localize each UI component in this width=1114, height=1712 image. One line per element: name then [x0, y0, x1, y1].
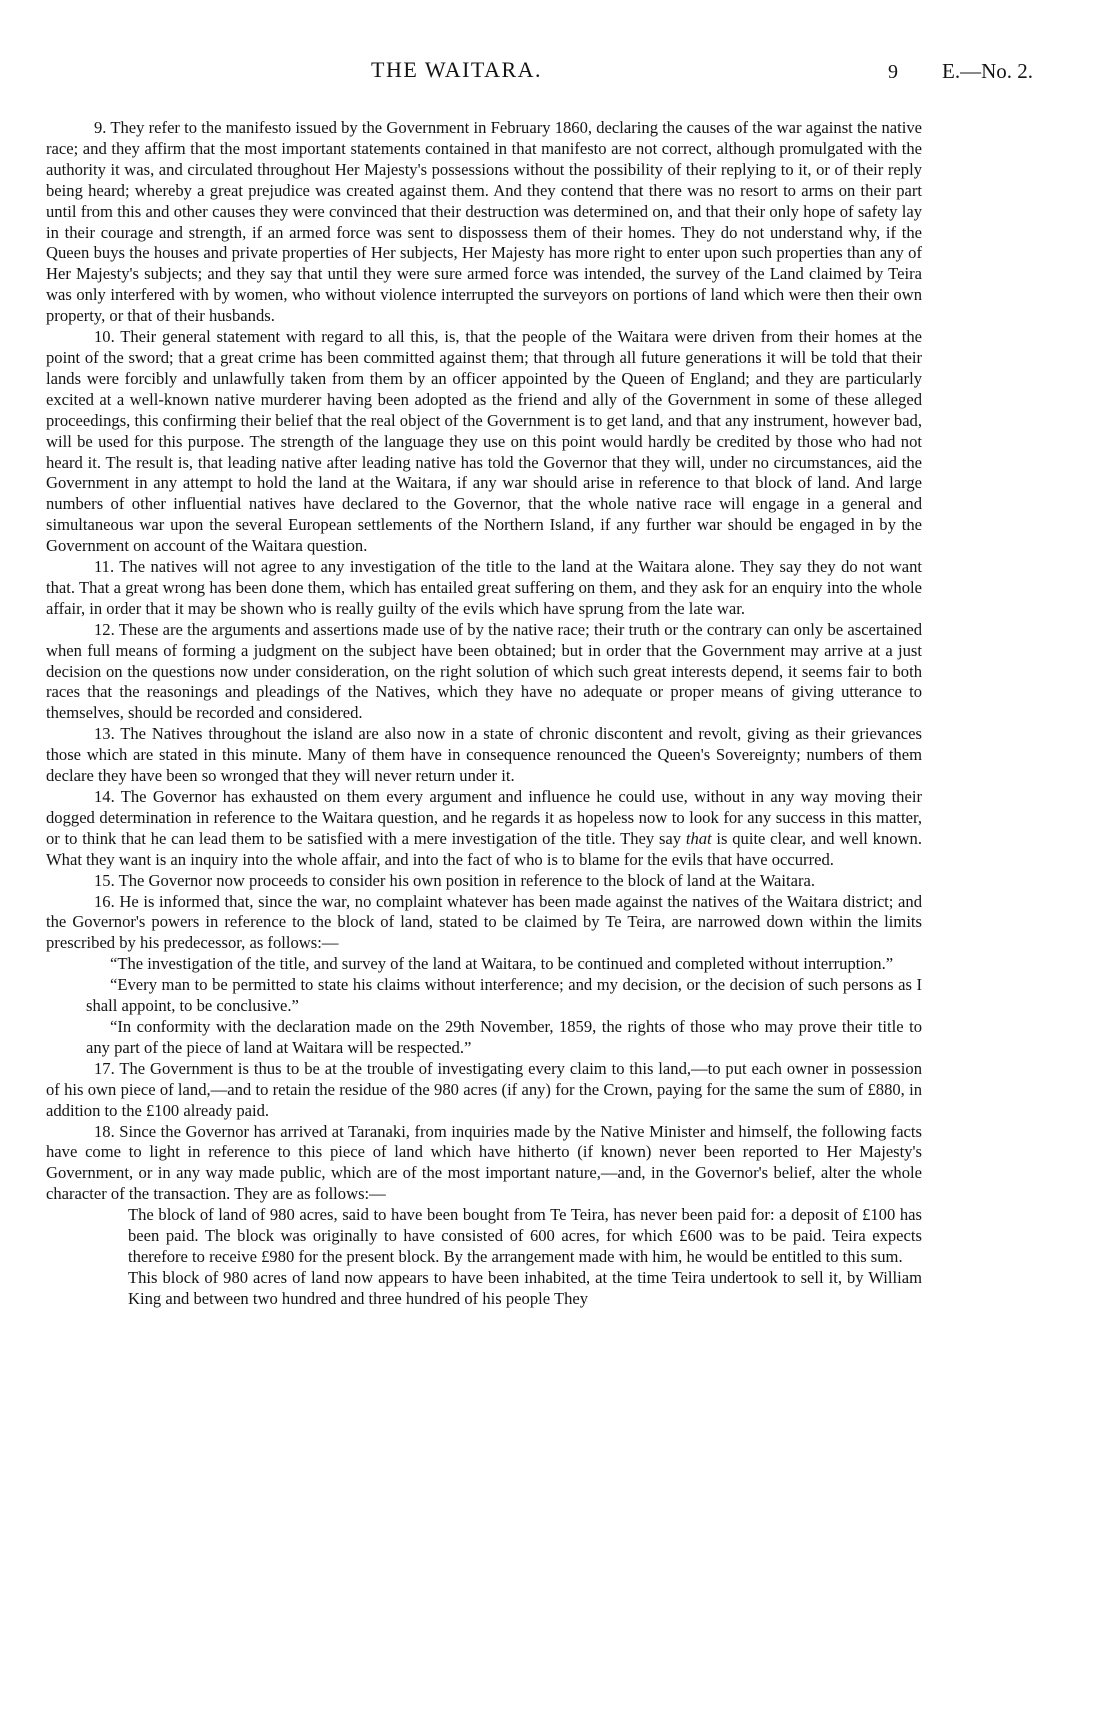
quotations: [46, 954, 922, 1059]
paragraph-14-text-a: 14. The Governor has exhausted on them every argument and influence he could use, without in any way moving their dogged determination in reference to the Waitara question, and he regards it as hopeless now to look for any success in this matter, or to think that he can lead them to be satisfied with a mere investigation of the title. They say: [46, 787, 922, 848]
page-number: 9: [888, 61, 898, 83]
paragraph-17: 17. The Government is thus to be at the trouble of investigating every claim to this land,—to put each owner in possession of his own piece of land,—and to retain the residue of the 980 acres (if any) for the Crown, paying for the same the sum of £880, in addition to the £100 already paid.: [46, 1058, 922, 1120]
paragraph-13: 13. The Natives throughout the island are also now in a state of chronic discontent and revolt, giving as their grievances those which are stated in this minute. Many of them have in consequence renounced the Queen's Sovereignty; numbers of them declare they have been so wronged that they will never return under it.: [46, 724, 922, 786]
paragraph-18: 18. Since the Governor has arrived at Taranaki, from inquiries made by the Native Minister and himself, the following facts have come to light in reference to this piece of land which have hitherto (if known) never been reported to Her Majesty's Government, or in any way made public, which are of the most important nature,—and, in the Governor's belief, alter the whole character of the transaction. They are as follows:—: [46, 1121, 922, 1204]
paragraph-14-emphasis: that: [685, 828, 712, 848]
page-header: [46, 0, 1033, 83]
document-page: [46, 0, 1033, 1712]
page-title: THE WAITARA.: [371, 57, 543, 82]
paragraph-12: 12. These are the arguments and assertions made use of by the native race; their truth or the contrary can only be ascertained when full means of forming a judgment on the subject have been obtained; but in order that the Government may arrive at a just decision on the questions now under consideration, on the right solution of which such great interests depend, it seems fair to both races that the reasonings and pleadings of the Natives, which they have no adequate or proper means of giving utterance to themselves, should be recorded and considered.: [46, 619, 922, 723]
paragraph-11: 11. The natives will not agree to any investigation of the title to the land at the Waitara alone. They say they do not want that. That a great wrong has been done them, which has entailed great suffering on them, and they ask for an enquiry into the whole affair, in order that it may be shown who is really guilty of the evils which have sprung from the late war.: [46, 557, 922, 618]
facts-list: [46, 1205, 922, 1310]
fact-2: This block of 980 acres of land now appears to have been inhabited, at the time Teira undertook to sell it, by William King and between two hundred and three hundred of his people They: [128, 1267, 922, 1308]
paragraph-9: 9. They refer to the manifesto issued by the Government in February 1860, declaring the causes of the war against the native race; and they affirm that the most important statements contained in that manifesto are not correct, although promulgated with the authority it was, and circulated throughout Her Majesty's possessions without the possibility of their replying to it, or of their reply being heard; whereby a great prejudice was created against them. And they contend that there was no resort to arms on their part until from this and other causes they were convinced that their destruction was determined on, and that their only hope of safety lay in their courage and strength, if an armed force was sent to dispossess them of their homes. They do not understand why, if the Queen buys the houses and private properties of Her subjects, Her Majesty has more right to enter upon such properties than any of Her Majesty's subjects; and they say that until they were sure armed force was intended, the survey of the Land claimed by Teira was only interfered with by women, who without violence interrupted the surveyors on portions of land which were then their own property, or that of their husbands.: [46, 118, 922, 326]
quotation-1: “The investigation of the title, and survey of the land at Waitara, to be continued and completed without interruption.”: [110, 954, 894, 974]
paragraph-16: 16. He is informed that, since the war, no complaint whatever has been made against the natives of the Waitara district; and the Governor's powers in reference to the block of land, stated to be claimed by Te Teira, are narrowed down within the limits prescribed by his predecessor, as follows:—: [46, 891, 922, 953]
paragraph-10: 10. Their general statement with regard to all this, is, that the people of the Waitara were driven from their homes at the point of the sword; that a great crime has been committed against them; that through all future generations it will be told that their lands were forcibly and unlawfully taken from them by an officer appointed by the Queen of England; and they are particularly excited at a well-known native murderer having been adopted as the friend and ally of the Government in some of these alleged proceedings, this confirming their belief that the real object of the Government is to get land, and that any instrument, however bad, will be used for this purpose. The strength of the language they use on this point would hardly be credited by those who had not heard it. The result is, that leading native after leading native has told the Governor that they will, under no circumstances, aid the Government in any attempt to hold the land at the Waitara, if any war should arise in reference to that block of land. And large numbers of other influential natives have declared to the Governor, that the whole native race will engage in a general and simultaneous war upon the several European settlements of the Northern Island, if any further war should be engaged in by the Government on account of the Waitara question.: [46, 327, 922, 556]
paragraph-15: 15. The Governor now proceeds to consider his own position in reference to the block of land at the Waitara.: [94, 870, 816, 890]
quotation-2: “Every man to be permitted to state his claims without interference; and my decision, or the decision of such persons as I shall appoint, to be conclusive.”: [86, 975, 922, 1016]
fact-1: The block of land of 980 acres, said to have been bought from Te Teira, has never been paid for: a deposit of £100 has been paid. The block was originally to have consisted of 600 acres, for which £600 was to be paid. Teira expects therefore to receive £980 for the present block. By the arrangement made with him, he would be entitled to this sum.: [128, 1205, 922, 1266]
paragraph-14-text-b: is quite clear, and well known. What they want is an inquiry into the whole affair, and into the fact of who is to blame for the evils that have occurred.: [46, 828, 922, 869]
document-body: [46, 118, 922, 1310]
paragraph-14: [46, 787, 922, 871]
document-series: E.—No. 2.: [942, 59, 1033, 83]
quotation-3: “In conformity with the declaration made on the 29th November, 1859, the rights of those who may prove their title to any part of the piece of land at Waitara will be respected.”: [86, 1016, 922, 1057]
